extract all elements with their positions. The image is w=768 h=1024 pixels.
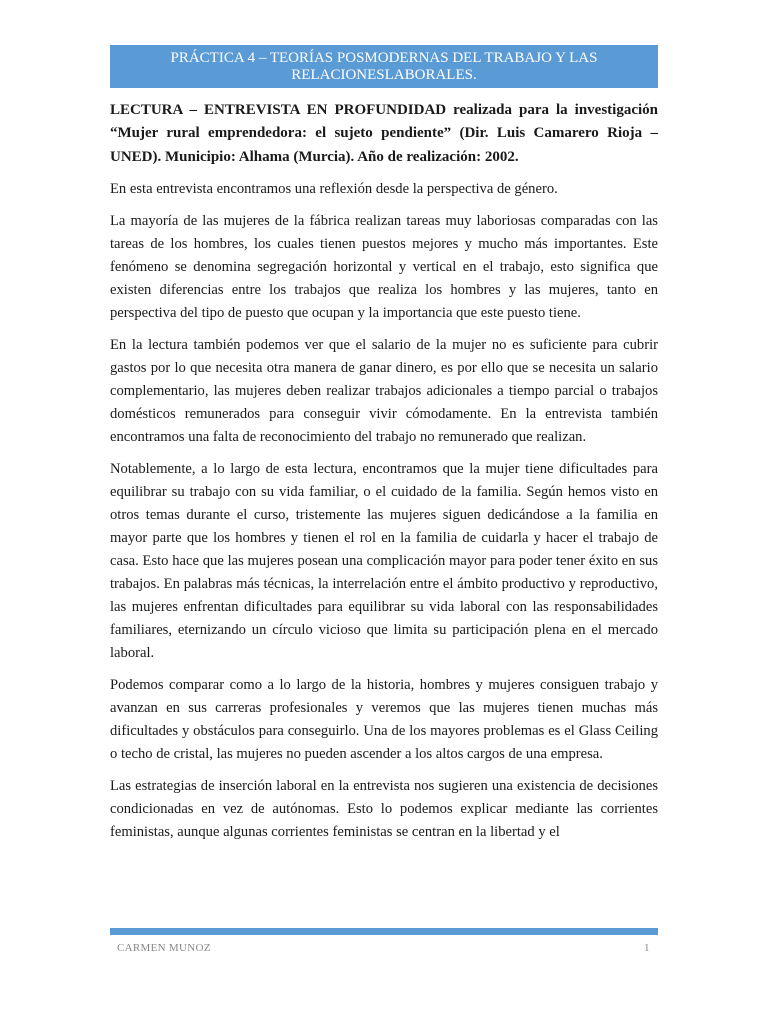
page-number: 1 [644, 942, 650, 954]
document-body [110, 99, 658, 853]
footer-author: CARMEN MUNOZ [117, 942, 211, 954]
footer-divider [110, 928, 658, 935]
paragraph: En la lectura también podemos ver que el salario de la mujer no es suficiente para cubrir gastos por lo que necesita otra manera de ganar dinero, es por ello que se necesita un salario complementario, las mujeres deben realizar trabajos adicionales a tiempo parcial o trabajos domésticos remunerados para conseguir vivir cómodamente. En la entrevista también encontramos una falta de reconocimiento del trabajo no remunerado que realizan. [110, 336, 658, 445]
paragraph: Podemos comparar como a lo largo de la historia, hombres y mujeres consiguen trabajo y avanzan en sus carreras profesionales y veremos que las mujeres tienen muchas más dificultades y obstáculos para conseguirlo. Una de los mayores problemas es el Glass Ceiling o techo de cristal, las mujeres no pueden ascender a los altos cargos de una empresa. [110, 676, 658, 762]
paragraph: Las estrategias de inserción laboral en la entrevista nos sugieren una existencia de decisiones condicionadas en vez de autónomas. Esto lo podemos explicar mediante las corrientes feministas, aunque algunas corrientes feministas se centran en la libertad y el [110, 777, 658, 840]
paragraph: Notablemente, a lo largo de esta lectura, encontramos que la mujer tiene dificultades para equilibrar su trabajo con su vida familiar, o el cuidado de la familia. Según hemos visto en otros temas durante el curso, tristemente las mujeres siguen dedicándose a la familia en mayor parte que los hombres y tienen el rol en la familia de cuidarla y hacer el trabajo de casa. Esto hace que las mujeres posean una complicación mayor para poder tener éxito en sus trabajos. En palabras más técnicas, la interrelación entre el ámbito productivo y reproductivo, las mujeres enfrentan dificultades para equilibrar su vida laboral con las responsabilidades familiares, eternizando un círculo vicioso que limita su participación plena en el mercado laboral. [110, 460, 658, 661]
paragraph: La mayoría de las mujeres de la fábrica realizan tareas muy laboriosas comparadas con las tareas de los hombres, los cuales tienen puestos mejores y mucho más importantes. Este fenómeno se denomina segregación horizontal y vertical en el trabajo, esto significa que existen diferencias entre los trabajos que realiza los hombres y las mujeres, tanto en perspectiva del tipo de puesto que ocupan y la importancia que este puesto tiene. [110, 212, 658, 321]
paragraph: En esta entrevista encontramos una reflexión desde la perspectiva de género. [110, 180, 558, 197]
document-title-bar [110, 45, 658, 88]
document-title: PRÁCTICA 4 – TEORÍAS POSMODERNAS DEL TRABAJO Y LAS RELACIONESLABORALES. [170, 49, 598, 83]
lead-paragraph: LECTURA – ENTREVISTA EN PROFUNDIDAD realizada para la investigación “Mujer rural emprendedora: el sujeto pendiente” (Dir. Luis Camarero Rioja – UNED). Municipio: Alhama (Murcia). Año de realización: 2002. [110, 102, 658, 165]
